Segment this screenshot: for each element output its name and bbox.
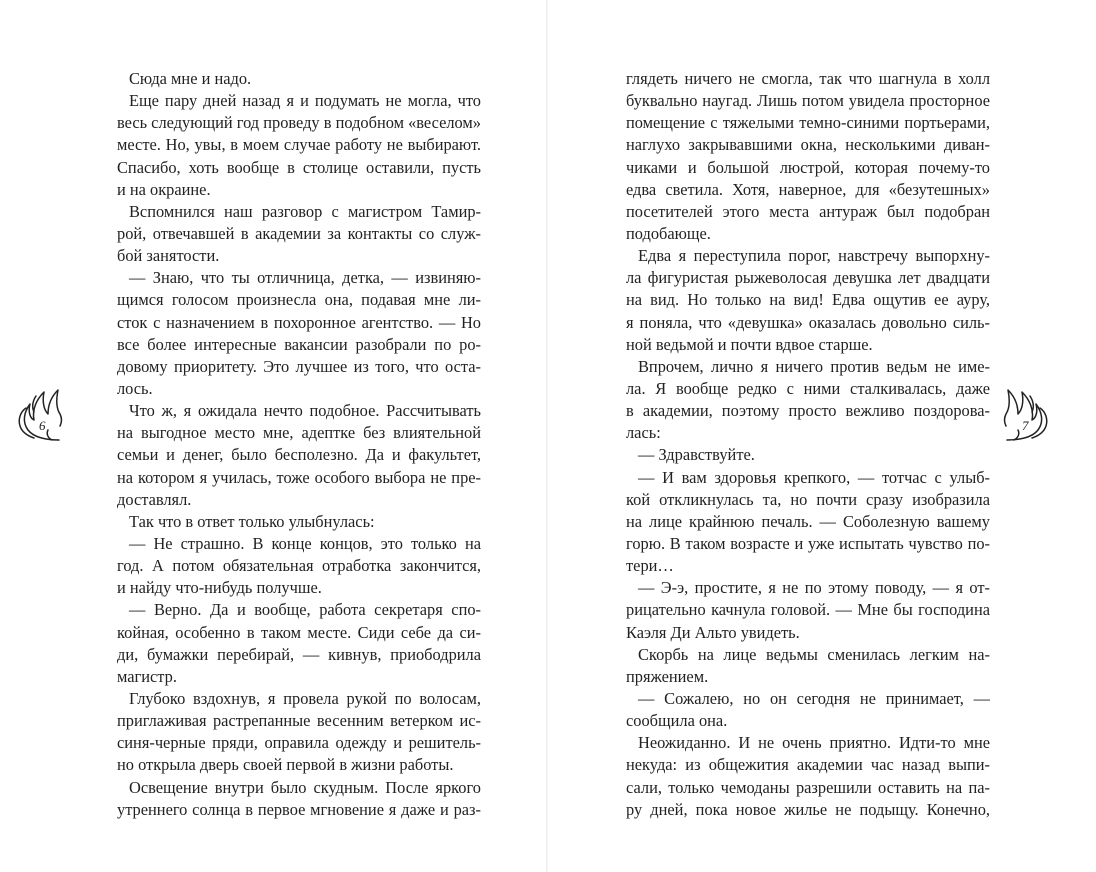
text-line: посетителей этого места антураж был подобран [626, 201, 990, 221]
flame-icon [12, 378, 70, 444]
text-line: глядеть ничего не смогла, так что шагнула в холл [626, 69, 990, 88]
text-line: ди, бумажки перебирай, — кивнув, приободрила [117, 644, 481, 664]
text-line: магистр. [117, 666, 177, 686]
left-page-text [117, 68, 481, 821]
text-line: подобающе. [626, 223, 711, 243]
page-number-left: 6 [39, 418, 46, 433]
text-line: Скорбь на лице ведьмы сменилась легким на- [638, 644, 990, 664]
text-line: на выгодное место мне, адептке без влиятельной [117, 423, 481, 443]
text-line: на вид. Но только на вид! Едва ощутив ее ауру, [626, 290, 990, 310]
text-line: Впрочем, лично я ничего против ведьм не име- [638, 356, 990, 376]
text-line: бой занятости. [117, 246, 220, 266]
text-line: Неожиданно. И не очень приятно. Идти-то мне [638, 733, 990, 753]
text-line: утреннего солнца в первое мгновение я даже и раз- [117, 799, 481, 819]
text-line: Освещение внутри было скудным. После яркого [129, 777, 481, 797]
text-line: лась: [626, 423, 661, 443]
text-line: Каэля Ди Альто увидеть. [626, 622, 800, 642]
text-line: и найду что-нибудь получше. [117, 578, 322, 598]
text-line: — Э-э, простите, я не по этому поводу, — я от- [638, 578, 990, 598]
text-line: Спасибо, хоть вообще в столице оставили, пусть [117, 157, 481, 177]
text-line: ла. Я вообще редко с ними сталкивалась, даже [626, 378, 990, 398]
text-line: кой откликнулась та, но почти сразу изобразила [626, 489, 990, 509]
text-line: рой, отвечавшей в академии за контакты со служ- [117, 223, 481, 243]
text-line: Еще пару дней назад я и подумать не могла, что [129, 91, 481, 111]
text-line: я поняла, что «девушка» оказалась довольно силь- [626, 312, 990, 332]
text-line: — Знаю, что ты отличница, детка, — извиняю- [129, 268, 481, 288]
text-line: горю. В таком возрасте и уже испытать чувство по- [626, 533, 990, 553]
text-line: койная, особенно в таком месте. Сиди себе да си- [117, 622, 481, 642]
text-line: пряжением. [626, 666, 709, 686]
text-line: едва светила. Хотя, наверное, для «безутешных» [626, 179, 990, 199]
text-line: некуда: из общежития академии час назад выпи- [626, 755, 990, 775]
text-line: — Сожалею, но он сегодня не принимает, — [638, 688, 990, 708]
text-line: весь следующий год проведу в подобном «веселом» [117, 113, 481, 133]
left-page [0, 0, 547, 872]
text-line: месте. Но, увы, в моем случае работу не выбирают. [117, 135, 481, 155]
text-line: лось. [117, 378, 153, 398]
text-line: помещение с тяжелыми темно-синими портьерами, [626, 113, 990, 133]
text-line: довому приоритету. Это лучшее из того, что оста- [117, 356, 481, 376]
text-line: все более интересные вакансии разобрали по ро- [117, 334, 481, 354]
text-line: но открыла дверь своей первой в жизни работы. [117, 755, 454, 775]
left-folio [12, 378, 70, 444]
text-line: сали, только чемоданы разрешили оставить на па- [626, 777, 990, 797]
text-line: — Здравствуйте. [638, 445, 755, 465]
text-line: доставлял. [117, 489, 192, 509]
text-line: приглаживая растрепанные весенним ветерком ис- [117, 711, 481, 731]
text-line: на лице крайнюю печаль. — Соболезную вашему [626, 511, 990, 531]
right-page-text [626, 68, 990, 821]
text-line: рицательно качнула головой. — Мне бы господина [626, 600, 990, 620]
text-line: чиками и большой люстрой, которая почему-то [626, 157, 990, 177]
page-number-right: 7 [1022, 418, 1029, 433]
text-line: ру дней, пока новое жилье не подыщу. Конечно, [626, 799, 990, 819]
text-line: ной ведьмой и почти вдвое старше. [626, 334, 873, 354]
text-line: щимся голосом произнесла она, подавая мне ли- [117, 290, 481, 310]
text-line: Глубоко вздохнув, я провела рукой по волосам, [129, 688, 481, 708]
text-line: — Не страшно. В конце концов, это только на [129, 533, 481, 553]
flame-icon [996, 378, 1054, 444]
text-line: сообщила она. [626, 711, 728, 731]
text-line: в академии, поэтому просто вежливо поздорова- [626, 401, 990, 421]
text-line: Едва я переступила порог, навстречу выпорхну- [638, 246, 990, 266]
text-line: Вспомнился наш разговор с магистром Тамир- [129, 201, 481, 221]
text-line: синя-черные пряди, оправила одежду и решитель- [117, 733, 481, 753]
text-line: тери… [626, 556, 674, 576]
text-line: Что ж, я ожидала нечто подобное. Рассчитывать [129, 401, 481, 421]
text-line: на котором я училась, тоже особого выбора не пре- [117, 467, 481, 487]
text-line: — И вам здоровья крепкого, — тотчас с улыб- [638, 467, 990, 487]
text-line: сток с назначением в похоронное агентство. — Но [117, 312, 481, 332]
text-line: — Верно. Да и вообще, работа секретаря спо- [129, 600, 481, 620]
text-line: год. А потом обязательная отработка закончится, [117, 556, 481, 576]
text-line: семьи и денег, было бесполезно. Да и факультет, [117, 445, 481, 465]
right-folio [996, 378, 1054, 444]
text-line: Так что в ответ только улыбнулась: [129, 511, 375, 531]
text-line: ла фигуристая рыжеволосая девушка лет двадцати [626, 268, 990, 288]
text-line: наглухо закрывавшими окна, несколькими диван- [626, 135, 990, 155]
text-line: Сюда мне и надо. [129, 69, 252, 88]
text-line: буквально наугад. Лишь потом увидела просторное [626, 91, 990, 111]
text-line: и на окраине. [117, 179, 211, 199]
